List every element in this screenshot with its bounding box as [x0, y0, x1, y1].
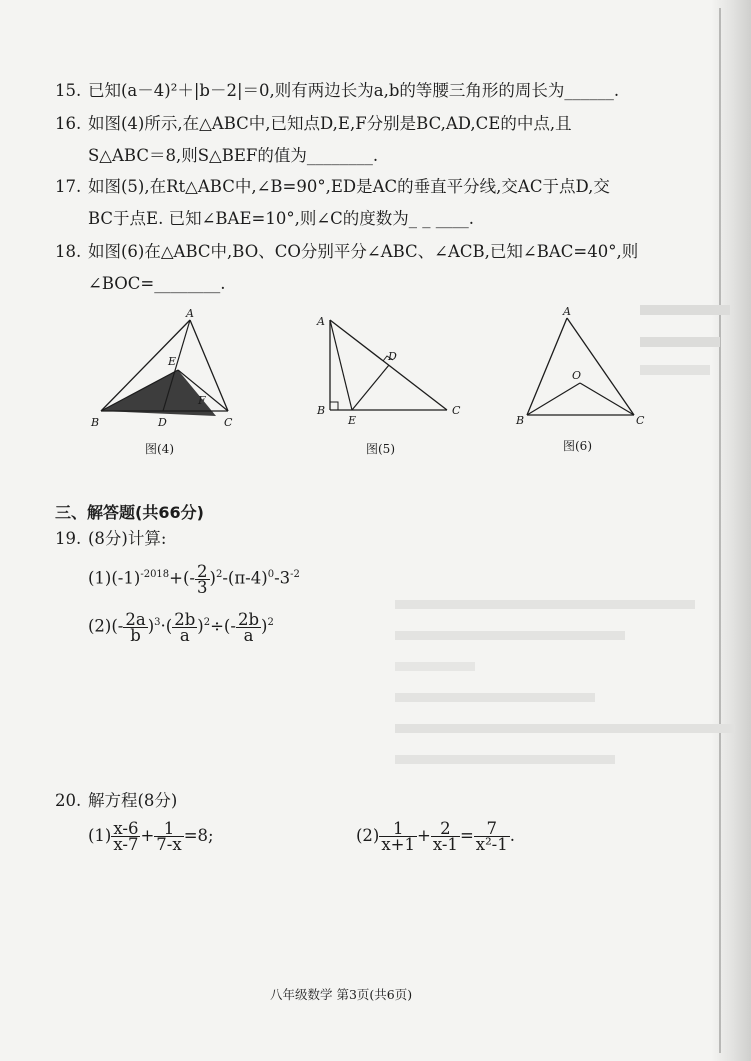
label-b: B — [516, 414, 525, 427]
denominator: x-1 — [432, 835, 458, 854]
expr-text: -3 — [274, 568, 291, 588]
expr-text: (1) — [88, 826, 112, 845]
denominator: x+1 — [381, 835, 416, 854]
label-c: C — [224, 416, 233, 429]
expr-text: =8; — [183, 826, 214, 845]
label-e: E — [348, 414, 357, 425]
segment-ae — [330, 320, 352, 410]
bleed-through-shadow — [395, 600, 735, 764]
exponent: 3 — [154, 617, 161, 628]
question-number: 19. — [55, 529, 82, 548]
expr-text: . — [509, 826, 516, 845]
numerator: 2a — [125, 609, 146, 629]
label-c: C — [452, 404, 461, 417]
expr-text: + — [417, 826, 431, 845]
question-16 — [55, 113, 675, 169]
figure-5 — [312, 310, 472, 425]
numerator: 7 — [474, 821, 510, 837]
denominator: 7-x — [156, 835, 182, 854]
label-c: C — [636, 414, 645, 427]
expr-text: (2) — [356, 826, 380, 845]
denominator: a — [243, 625, 254, 645]
expr-text: = — [459, 826, 474, 845]
page-edge-line — [719, 8, 721, 1053]
exponent: 2 — [267, 617, 274, 628]
question-text-line2: ∠BOC=________. — [88, 274, 226, 293]
fraction — [154, 821, 183, 852]
segment-ab — [527, 318, 567, 415]
denominator: b — [130, 625, 141, 645]
question-19-header — [55, 528, 355, 552]
question-text: 如图(5),在Rt△ABC中,∠B=90°,ED是AC的垂直平分线,交AC于点D,交 — [88, 177, 610, 196]
label-d: D — [388, 350, 397, 363]
segment-ac — [567, 318, 634, 415]
numerator: 2 — [431, 821, 460, 837]
figure-4-caption: 图(4) — [145, 442, 174, 456]
label-b: B — [317, 404, 326, 417]
expr-text: -(π-4) — [222, 568, 268, 588]
label-o: O — [572, 369, 582, 382]
exponent: -2 — [290, 569, 300, 580]
figure-6-caption: 图(6) — [563, 439, 592, 453]
exponent: 2 — [203, 617, 211, 628]
fraction — [111, 821, 140, 852]
question-text-line2: S△ABC＝8,则S△BEF的值为________. — [88, 146, 379, 165]
denominator: a — [179, 625, 190, 645]
label-a: A — [317, 315, 325, 328]
question-20-header — [55, 790, 355, 814]
question-text: 已知(a－4)²＋|b－2|＝0,则有两边长为a,b的等腰三角形的周长为______. — [88, 81, 620, 100]
denominator: 3 — [197, 577, 208, 597]
question-text: 如图(4)所示,在△ABC中,已知点D,E,F分别是BC,AD,CE的中点,且 — [88, 114, 572, 133]
figure-5-caption: 图(5) — [366, 442, 395, 456]
exponent: 2 — [215, 569, 223, 580]
label-d: D — [158, 416, 167, 429]
question-number: 20. — [55, 791, 82, 810]
segment-ed — [352, 365, 389, 410]
page-footer: 八年级数学 第3页(共6页) — [270, 987, 413, 1002]
question-17 — [55, 176, 675, 232]
question-20-part-1 — [88, 818, 214, 854]
expr-text: ·( — [160, 616, 173, 636]
fraction — [195, 561, 210, 597]
figure-4 — [88, 308, 248, 433]
label-a: A — [563, 305, 571, 318]
numerator: 1 — [154, 821, 183, 837]
segment-bo — [527, 383, 580, 415]
fraction — [123, 609, 147, 645]
question-number: 17. — [55, 177, 82, 196]
question-15 — [55, 80, 675, 104]
label-f: F — [198, 394, 206, 407]
expr-text: ÷(- — [210, 616, 236, 636]
exponent: 0 — [267, 569, 275, 580]
question-19-part-2: (2)(- $\frac{2a}{b}$ )$^3$·( $\frac{2b}{a}$ )$^2$÷(- $\frac{2b}{a}$ )$^2$ — [88, 609, 274, 645]
question-title: (8分)计算: — [88, 529, 167, 548]
fraction — [474, 821, 510, 852]
exponent: -2018 — [140, 569, 170, 580]
question-title: 解方程(8分) — [88, 791, 178, 810]
right-angle-mark-b — [330, 402, 338, 410]
expr-text: (1)(-1) — [88, 568, 141, 588]
question-number: 18. — [55, 242, 82, 261]
question-number: 16. — [55, 114, 82, 133]
label-b: B — [91, 416, 100, 429]
label-a: A — [186, 308, 194, 320]
label-e: E — [168, 355, 177, 368]
fraction — [431, 821, 460, 852]
bleed-through-shadow — [640, 305, 730, 375]
segment-co — [580, 383, 634, 415]
fraction — [172, 609, 197, 645]
numerator: 1 — [379, 821, 417, 837]
denominator: x²-1 — [475, 835, 508, 854]
numerator: 2b — [174, 609, 196, 629]
figure-6 — [512, 305, 652, 430]
section-3-title: 三、解答题(共66分) — [55, 503, 204, 522]
question-number: 15. — [55, 81, 82, 100]
question-20-part-2 — [356, 818, 515, 854]
expr-text: (2)(- — [88, 616, 124, 636]
denominator: x-7 — [113, 835, 139, 854]
fraction — [236, 609, 261, 645]
question-text-line2: BC于点E. 已知∠BAE=10°,则∠C的度数为_ _ ____. — [88, 209, 475, 228]
expr-text: +(- — [169, 568, 195, 588]
numerator: 2 — [197, 561, 208, 581]
fraction — [379, 821, 417, 852]
expr-text: + — [140, 826, 155, 845]
question-text: 如图(6)在△ABC中,BO、CO分别平分∠ABC、∠ACB,已知∠BAC=40°,则 — [88, 242, 639, 261]
numerator: x-6 — [113, 819, 139, 838]
question-19-part-1: $(1)(-1)^{-2018}+(-$ $\frac{2}{3}$ )$^2-(\pi-4)^0-3^{-2}$ — [88, 561, 300, 597]
page-edge-shadow — [711, 0, 751, 1061]
numerator: 2b — [237, 609, 260, 629]
question-18 — [55, 241, 675, 297]
